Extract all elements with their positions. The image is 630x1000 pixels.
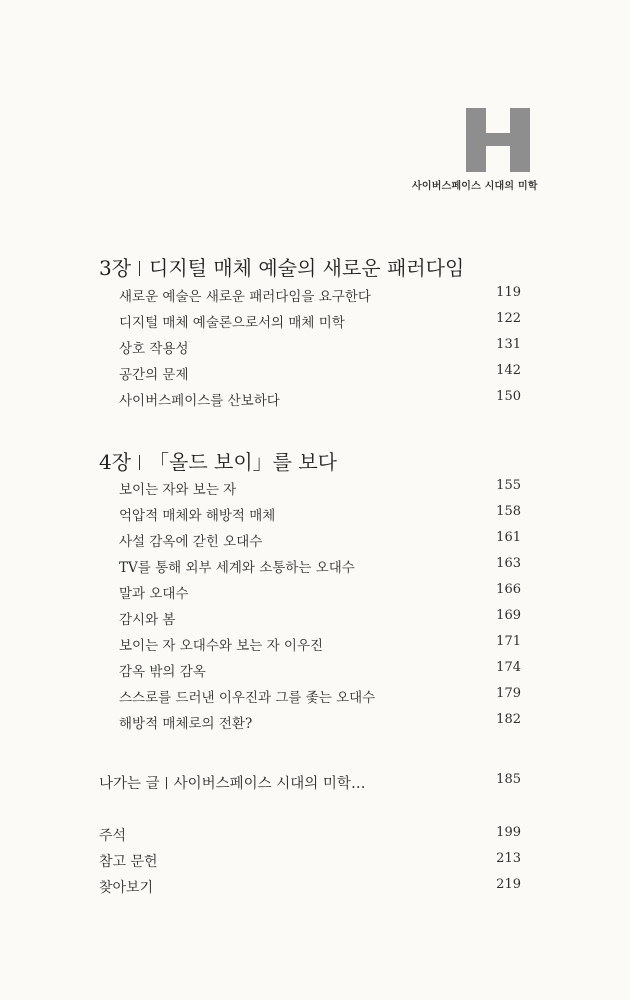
toc-entry-label: 참고 문헌 [99,854,158,870]
chapter-separator [139,455,140,470]
toc-entry-page: 171 [496,634,521,649]
epilogue-label [99,772,365,793]
toc-entry-label: 상호 작용성 [119,341,189,357]
toc-entry-label: 주석 [99,828,127,844]
toc-entry[interactable] [119,504,521,526]
toc-entry-label: 감시와 봄 [119,612,176,628]
toc-entry-page: 131 [496,337,521,352]
toc-entry-label: 사설 감옥에 갇힌 오대수 [119,534,263,550]
toc-entry-label: 보이는 자와 보는 자 [119,482,237,498]
toc-entry-page: 163 [496,556,521,571]
toc-entry-label: 해방적 매체로의 전환? [119,716,253,732]
toc-entry-page: 155 [496,478,521,493]
toc-entry[interactable] [119,530,521,552]
epilogue-page: 185 [496,772,521,787]
toc-entry-page: 119 [496,285,521,300]
toc-entry-label: 말과 오대수 [119,586,189,602]
toc-entry-page: 174 [496,660,521,675]
epilogue-separator [166,777,167,789]
toc-entry[interactable] [119,337,521,359]
toc-entry[interactable] [119,285,521,307]
toc-entry[interactable] [119,311,521,333]
epilogue-prefix: 나가는 글 [99,776,160,792]
chapter-3-title: 디지털 매체 예술의 새로운 패러다임 [149,256,465,280]
toc-entry-page: 182 [496,712,521,727]
series-caption: 사이버스페이스 시대의 미학 [412,181,538,192]
toc-entry-label: 억압적 매체와 해방적 매체 [119,508,276,524]
toc-entry-page: 166 [496,582,521,597]
h-logo-crossbar [486,133,510,146]
h-logo-right-stroke [510,108,530,172]
toc-entry-label: TV를 통해 외부 세계와 소통하는 오대수 [119,560,355,576]
toc-entry-page: 169 [496,608,521,623]
h-logo-mark [466,108,530,172]
toc-entry-page: 219 [496,877,521,892]
toc-entry[interactable] [119,634,521,656]
toc-entry[interactable] [119,712,521,734]
toc-entry[interactable] [119,389,521,411]
toc-entry[interactable] [119,556,521,578]
epilogue-title: 사이버스페이스 시대의 미학… [173,776,366,792]
toc-entry[interactable] [119,582,521,604]
toc-entry-label: 사이버스페이스를 산보하다 [119,393,280,409]
toc-entry-label: 감옥 밖의 감옥 [119,664,206,680]
toc-entry-page: 122 [496,311,521,326]
epilogue-entry[interactable] [99,772,521,794]
toc-entry-label: 디지털 매체 예술론으로서의 매체 미학 [119,315,345,331]
back-matter-entry-index[interactable] [99,877,521,899]
toc-entry[interactable] [119,686,521,708]
toc-entry-label: 새로운 예술은 새로운 패러다임을 요구한다 [119,289,371,305]
toc-entry[interactable] [119,363,521,385]
toc-entry-label: 스스로를 드러낸 이우진과 그를 좇는 오대수 [119,690,376,706]
chapter-4-heading[interactable] [99,446,519,475]
toc-entry-label: 찾아보기 [99,880,154,896]
chapter-4-number: 4장 [99,450,132,474]
toc-entry-page: 158 [496,504,521,519]
toc-entry-page: 150 [496,389,521,404]
back-matter-entry-bibliography[interactable] [99,851,521,873]
toc-entry-page: 199 [496,825,521,840]
h-logo-left-stroke [466,108,486,172]
toc-entry[interactable] [119,608,521,630]
toc-entry-label: 보이는 자 오대수와 보는 자 이우진 [119,638,324,654]
chapter-separator [139,261,140,276]
chapter-4-title: 「올드 보이」를 보다 [149,450,338,474]
toc-entry-page: 142 [496,363,521,378]
toc-entry-label: 공간의 문제 [119,367,189,383]
toc-entry[interactable] [119,478,521,500]
toc-entry-page: 179 [496,686,521,701]
toc-entry[interactable] [119,660,521,682]
chapter-3-number: 3장 [99,256,132,280]
back-matter-entry-notes[interactable] [99,825,521,847]
toc-entry-page: 213 [496,851,521,866]
toc-entry-page: 161 [496,530,521,545]
chapter-3-heading[interactable] [99,252,519,281]
